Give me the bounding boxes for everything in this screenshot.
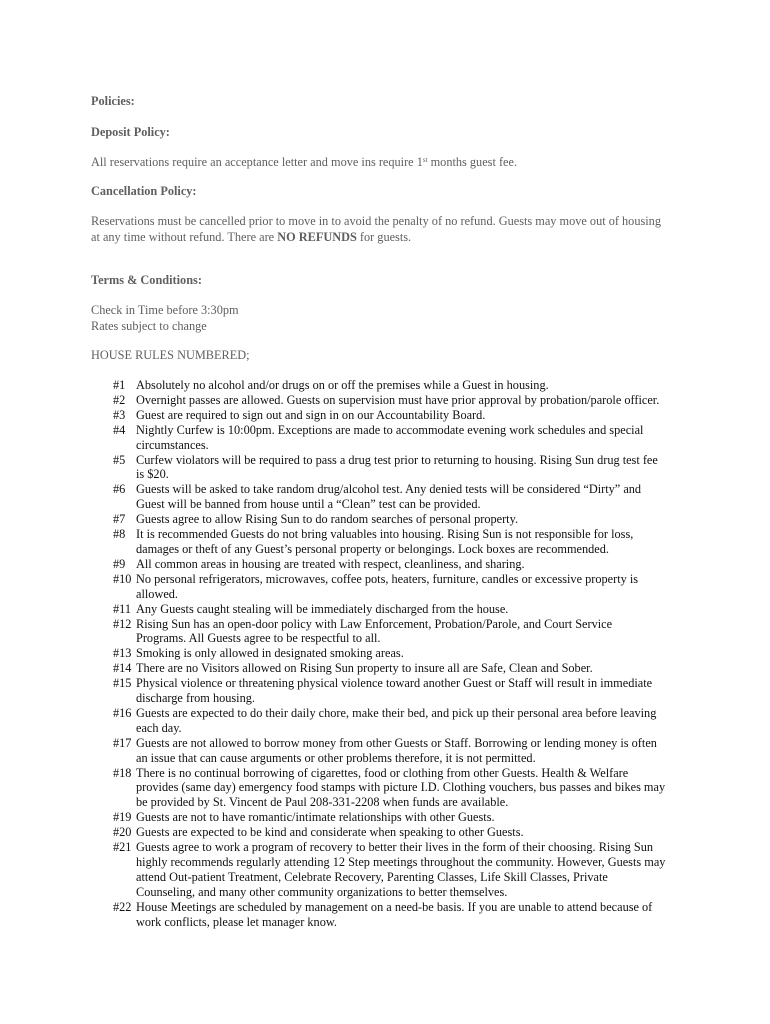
rule-text-line: Guests are expected to do their daily chore, make their bed, and pick up their personal area before leaving [136,705,657,720]
terms-heading: Terms & Conditions: [91,273,202,287]
house-rules-list [0,378,770,930]
rule-number: #13 [113,646,132,661]
rule-number: #8 [113,527,126,542]
rule-text [136,557,696,572]
rule-text-line: is $20. [136,467,169,482]
rule-text [136,408,696,423]
rule-number: #7 [113,512,126,527]
rule-text-line: Guest are required to sign out and sign in on our Accountability Board. [136,407,486,422]
rule-text-line: circumstances. [136,437,209,452]
rule-text-line: It is recommended Guests do not bring valuables into housing. Rising Sun is not responsible for loss, [136,527,634,542]
rule-text-line: work conflicts, please let manager know. [136,914,338,929]
checkin-time: Check in Time before 3:30pm [91,303,239,317]
house-rule-item [0,408,770,423]
rule-number: #12 [113,616,132,631]
rule-number: #6 [113,482,126,497]
rule-text [136,766,696,811]
house-rule-item [0,527,770,557]
rule-number: #16 [113,705,132,720]
rule-number: #14 [113,661,132,676]
rule-text [136,512,696,527]
house-rule-item [0,453,770,483]
house-rule-item [0,393,770,408]
rule-text [136,646,696,661]
cancellation-policy-text [91,213,691,245]
cancellation-line: Reservations must be cancelled prior to move in to avoid the penalty of no refund. Guests may move out of housing [91,214,661,228]
rule-number: #4 [113,422,126,437]
rule-text-line: provides (same day) emergency food stamps with picture I.D. Clothing vouchers, bus passes and bikes may [136,780,666,795]
rule-text [136,423,696,453]
house-rule-item [0,423,770,453]
rule-number: #18 [113,765,132,780]
rates-note: Rates subject to change [91,319,207,333]
rule-text-line: Guests will be asked to take random drug/alcohol test. Any denied tests will be considered “Dirty” and [136,482,642,497]
house-rule-item [0,736,770,766]
rule-number: #19 [113,810,132,825]
house-rule-item [0,825,770,840]
house-rule-item [0,661,770,676]
rule-text [136,393,696,408]
rule-text-line: No personal refrigerators, microwaves, coffee pots, heaters, furniture, candles or excessive property is [136,571,639,586]
rule-text [136,602,696,617]
rule-text-line: There are no Visitors allowed on Rising Sun property to insure all are Safe, Clean and Sober. [136,661,593,676]
rule-text-line: Rising Sun has an open-door policy with Law Enforcement, Probation/Parole, and Court Service [136,616,613,631]
rule-text [136,378,696,393]
rule-number: #10 [113,571,132,586]
house-rule-item [0,512,770,527]
rule-text-line: All common areas in housing are treated with respect, cleanliness, and sharing. [136,556,525,571]
rule-text [136,617,696,647]
house-rule-item [0,378,770,393]
rule-text [136,840,696,900]
house-rule-item [0,482,770,512]
deposit-text-part: months guest fee. [427,155,518,169]
deposit-policy-heading: Deposit Policy: [91,125,170,139]
rule-text-line: Curfew violators will be required to pass a drug test prior to returning to housing. Rising Sun drug test fee [136,452,658,467]
house-rule-item [0,557,770,572]
house-rule-item [0,706,770,736]
house-rule-item [0,900,770,930]
rule-text-line: highly recommends regularly attending 12 Step meetings throughout the community. However, Guests may [136,855,666,869]
cancellation-line-part: at any time without refund. There are [91,230,278,244]
house-rule-item [0,646,770,661]
cancellation-line-part: for guests. [356,230,412,244]
policies-heading: Policies: [91,94,135,108]
rule-text [136,482,696,512]
house-rule-item [0,617,770,647]
rule-text [136,453,696,483]
rule-text-line: House Meetings are scheduled by management on a need-be basis. If you are unable to attend because of [136,899,653,914]
rule-text-line: Guests are not allowed to borrow money from other Guests or Staff. Borrowing or lending money is often [136,735,657,750]
rule-text-line: Programs. All Guests agree to be respectful to all. [136,631,381,646]
rule-number: #5 [113,452,126,467]
no-refunds-emphasis: NO REFUNDS [277,230,357,244]
rule-text-line: Any Guests caught stealing will be immediately discharged from the house. [136,601,509,616]
rule-text [136,736,696,766]
rule-text-line: Guests are not to have romantic/intimate relationships with other Guests. [136,810,495,825]
rule-text-line: Guests agree to allow Rising Sun to do random searches of personal property. [136,512,519,527]
rule-text-line: attend Out-patient Treatment, Celebrate Recovery, Parenting Classes, Life Skill Classes, Private [136,869,608,884]
rule-text-line: Physical violence or threatening physical violence toward another Guest or Staff will result in immediate [136,676,653,691]
house-rules-heading [91,347,691,363]
rule-text [136,661,696,676]
rule-text-line: be provided by St. Vincent de Paul 208-331-2208 when funds are available. [136,795,509,810]
rule-text [136,810,696,825]
rule-text-line: discharge from housing. [136,691,255,706]
rule-number: #22 [113,899,132,914]
rule-number: #11 [113,601,131,616]
rule-text-line: Smoking is only allowed in designated smoking areas. [136,646,404,661]
rule-number: #17 [113,735,132,750]
rule-text-line: Counseling, and many other community organizations to better themselves. [136,884,508,899]
rule-text-line: Guest will be banned from house until a “Clean” test can be provided. [136,497,481,512]
deposit-policy-text [91,154,691,170]
house-rule-item [0,676,770,706]
deposit-text-part: All reservations require an acceptance letter and move ins require 1 [91,155,423,169]
rule-number: #15 [113,676,132,691]
house-rule-item [0,572,770,602]
rule-text-line: Overnight passes are allowed. Guests on supervision must have prior approval by probation/parole officer. [136,392,660,407]
rule-number: #20 [113,825,132,840]
rule-text [136,527,696,557]
house-rule-item [0,810,770,825]
rule-text [136,676,696,706]
rule-number: #21 [113,840,132,855]
house-rule-item [0,766,770,811]
rule-text [136,706,696,736]
rule-text [136,900,696,930]
rule-text-line: Guests agree to work a program of recovery to better their lives in the form of their choosing. Rising Sun [136,840,654,855]
cancellation-policy-heading: Cancellation Policy: [91,184,197,198]
house-rule-item [0,602,770,617]
rule-text-line: an issue that can cause arguments or other problems therefore, it is not permitted. [136,750,536,765]
terms-text [91,302,691,334]
rule-number: #3 [113,407,126,422]
house-rule-item [0,840,770,900]
rule-text-line: There is no continual borrowing of cigarettes, food or clothing from other Guests. Health & Welfare [136,765,629,780]
rule-text [136,825,696,840]
rule-text-line: Guests are expected to be kind and considerate when speaking to other Guests. [136,825,524,840]
rule-text-line: allowed. [136,586,179,601]
house-rules-heading-text: HOUSE RULES NUMBERED; [91,348,250,362]
rule-text [136,572,696,602]
rule-text-line: each day. [136,720,182,735]
rule-text-line: Nightly Curfew is 10:00pm. Exceptions are made to accommodate evening work schedules and special [136,422,644,437]
rule-number: #1 [113,378,126,392]
rule-text-line: damages or theft of any Guest’s personal property or belongings. Lock boxes are recommended. [136,541,609,556]
rule-text-line: Absolutely no alcohol and/or drugs on or off the premises while a Guest in housing. [136,378,549,392]
deposit-text-sup: st [422,156,428,164]
rule-number: #2 [113,392,126,407]
rule-number: #9 [113,556,126,571]
